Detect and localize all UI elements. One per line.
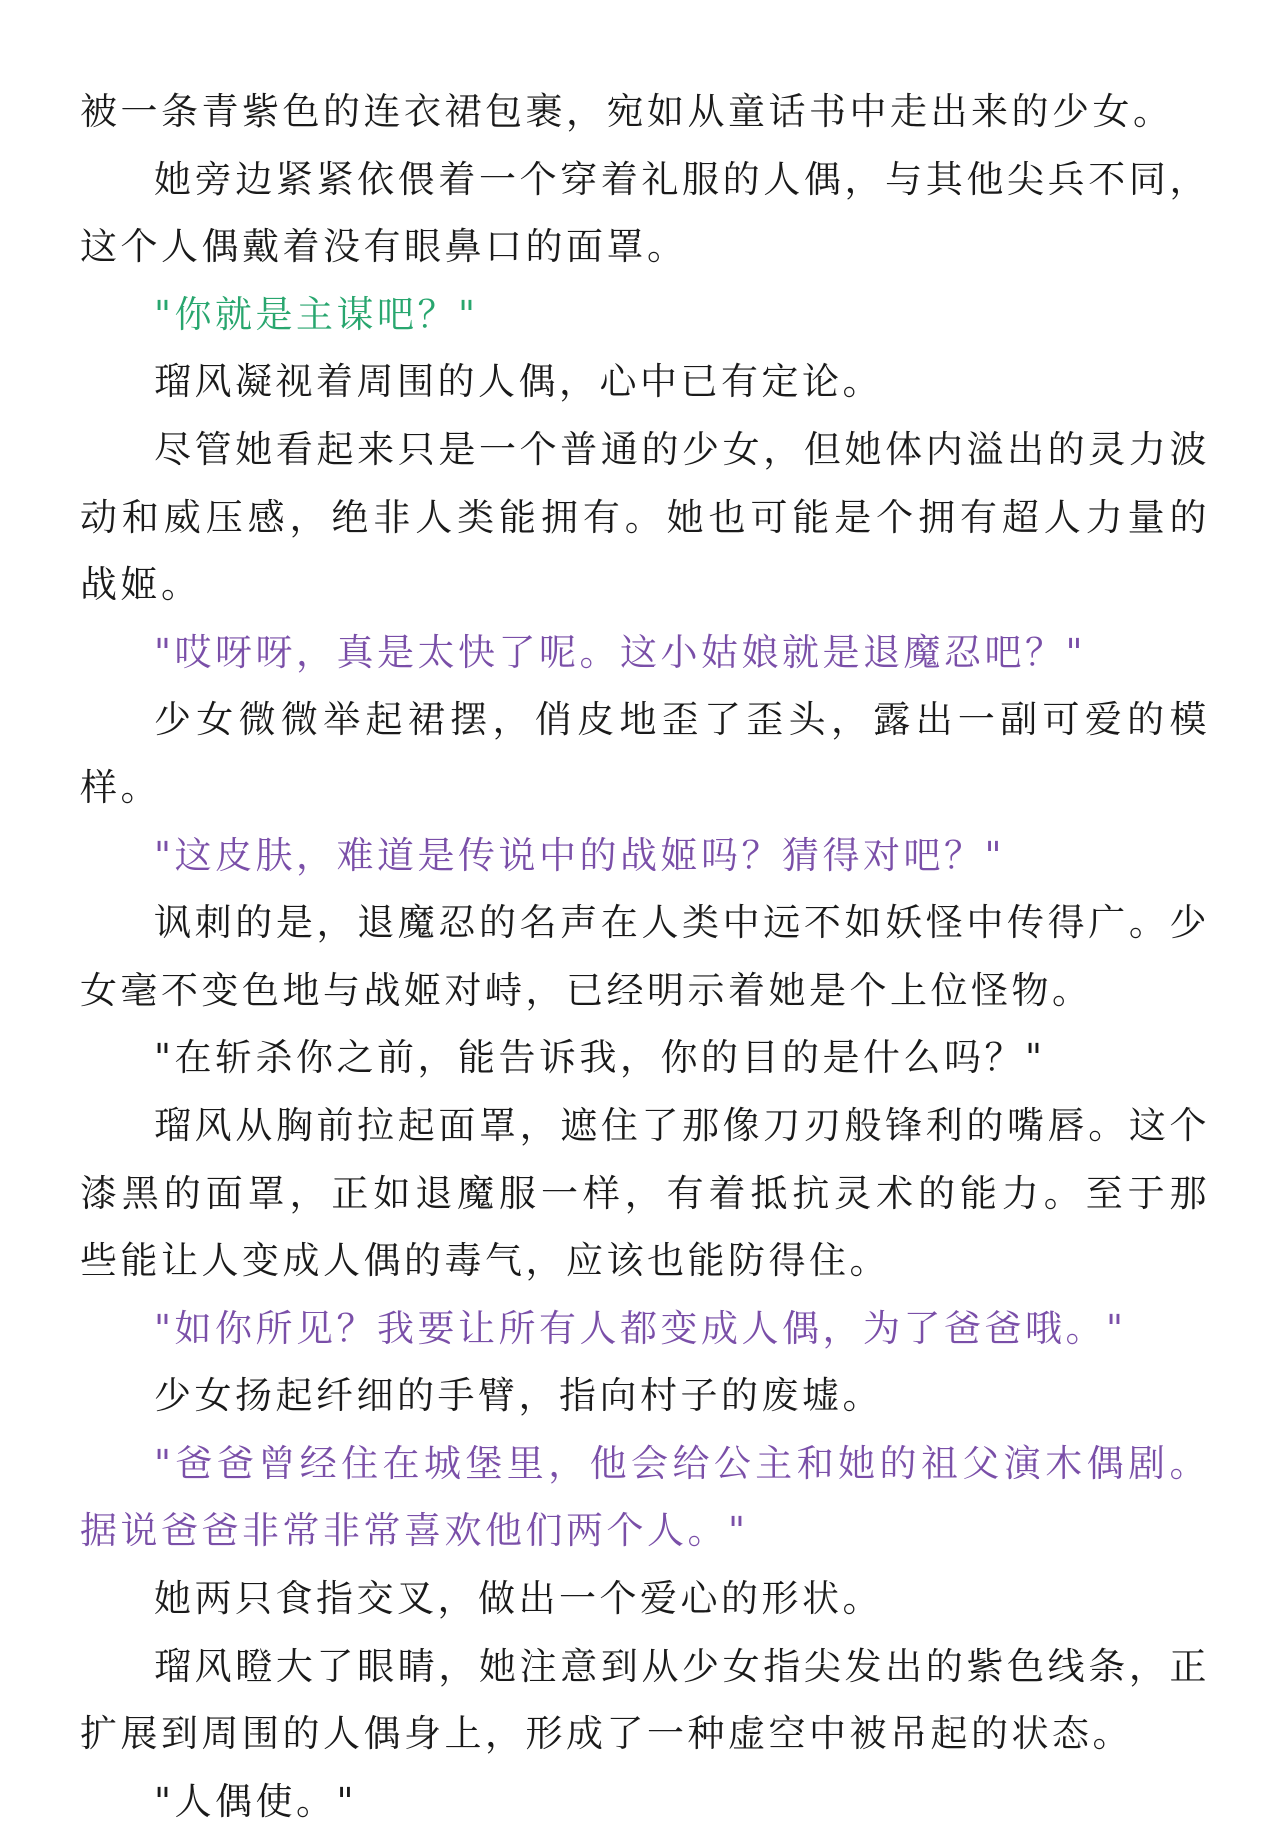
paragraph-narration: 瑠风从胸前拉起面罩，遮住了那像刀刃般锋利的嘴唇。这个漆黑的面罩，正如退魔服一样，有着抵抗灵术的能力。至于那些能让人变成人偶的毒气，应该也能防得住。 (80, 1103, 1210, 1283)
paragraph-narration: 少女扬起纤细的手臂，指向村子的废墟。 (154, 1374, 883, 1418)
dialogue-line: "哎呀呀，真是太快了呢。这小姑娘就是退魔忍吧？" (154, 630, 1087, 674)
dialogue-line: "在斩杀你之前，能告诉我，你的目的是什么吗？" (154, 1036, 1046, 1080)
dialogue-line: "你就是主谋吧？" (154, 292, 479, 336)
dialogue-line: "人偶使。" (154, 1779, 358, 1823)
paragraph-continuation: 被一条青紫色的连衣裙包裹，宛如从童话书中走出来的少女。 (80, 90, 1174, 133)
paragraph-narration: 瑠风瞪大了眼睛，她注意到从少女指尖发出的紫色线条，正扩展到周围的人偶身上，形成了一种虚空中被吊起的状态。 (80, 1644, 1210, 1756)
paragraph-narration: 少女微微举起裙摆，俏皮地歪了歪头，露出一副可爱的模样。 (80, 698, 1210, 809)
paragraph-narration: 讽刺的是，退魔忍的名声在人类中远不如妖怪中传得广。少女毫不变色地与战姬对峙，已经明示着她是个上位怪物。 (80, 901, 1210, 1012)
dialogue-line: "这皮肤，难道是传说中的战姬吗？猜得对吧？" (154, 833, 1006, 877)
dialogue-line: "如你所见？我要让所有人都变成人偶，为了爸爸哦。" (154, 1306, 1127, 1350)
paragraph-narration: 她旁边紧紧依偎着一个穿着礼服的人偶，与其他尖兵不同，这个人偶戴着没有眼鼻口的面罩。 (80, 157, 1210, 269)
paragraph-narration: 尽管她看起来只是一个普通的少女，但她体内溢出的灵力波动和威压感，绝非人类能拥有。她也可能是个拥有超人力量的战姬。 (80, 427, 1210, 607)
paragraph-narration: 瑠风凝视着周围的人偶，心中已有定论。 (154, 360, 883, 404)
paragraph-narration: 她两只食指交叉，做出一个爱心的形状。 (154, 1577, 883, 1621)
dialogue-line: "爸爸曾经住在城堡里，他会给公主和她的祖父演木偶剧。据说爸爸非常非常喜欢他们两个人。" (80, 1441, 1210, 1553)
